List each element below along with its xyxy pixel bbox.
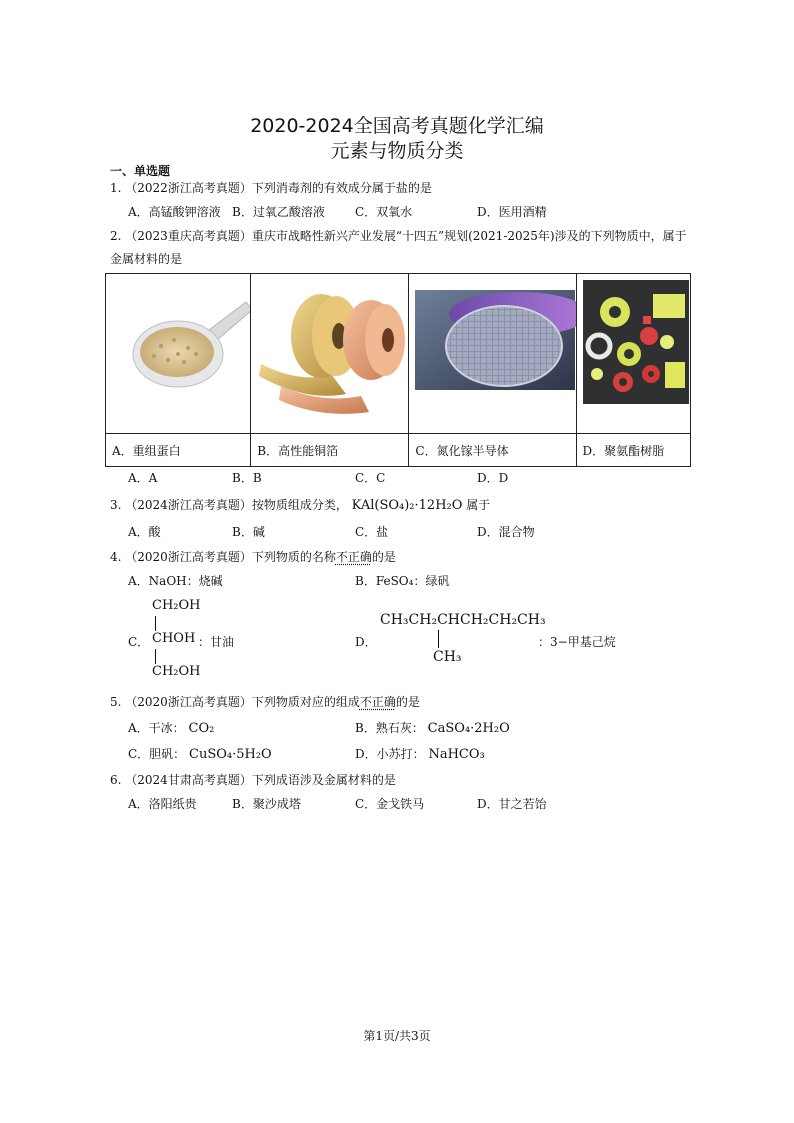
image-cell-a [106, 274, 251, 434]
question-text: （2022浙江高考真题）下列消毒剂的有效成分属于盐的是 [125, 181, 432, 195]
q6-option-c: C．金戈铁马 [355, 797, 425, 811]
image-cell-c [409, 274, 576, 434]
q4-option-d-label: D． [355, 635, 377, 649]
question-number: 2. [110, 229, 122, 243]
q2-option-a: A．A [128, 471, 158, 485]
q2-option-d: D．D [477, 471, 509, 485]
option-label: D．小苏打： [355, 747, 425, 761]
question-1 [110, 179, 432, 196]
page-footer: 第1页/共3页 [363, 1029, 431, 1043]
question-text-before: （2020浙江高考真题）下列物质的名称 [125, 550, 336, 564]
image-cell-b [251, 274, 409, 434]
question-2-cont: 金属材料的是 [110, 252, 183, 266]
hexane-branch: CH₃ [433, 649, 462, 665]
q5-option-a [128, 719, 214, 736]
option-label: A．干冰： [128, 721, 185, 735]
page-title: 2020-2024全国高考真题化学汇编 [250, 115, 544, 137]
question-text: （2024甘肃高考真题）下列成语涉及金属材料的是 [125, 773, 396, 787]
q2-option-b: B．B [232, 471, 262, 485]
question-text-before: （2020浙江高考真题）下列物质对应的组成 [125, 695, 360, 709]
glycerol-line-3: CH₂OH [152, 664, 201, 679]
bond-line [438, 630, 439, 648]
emphasis-text: 不正确 [359, 695, 396, 709]
q6-option-d: D．甘之若饴 [477, 797, 547, 811]
caption-d: D．聚氨酯树脂 [576, 434, 690, 467]
formula-alum: KAl(SO₄)₂·12H₂O [351, 498, 463, 513]
q4-option-d-name: ：3−甲基己烷 [538, 635, 616, 649]
q5-option-c [128, 745, 272, 762]
option-formula: NaHCO₃ [428, 747, 485, 762]
q6-option-b: B．聚沙成塔 [232, 797, 301, 811]
question-number: 1. [110, 181, 122, 195]
copper-foil-image [251, 274, 409, 433]
question-6 [110, 771, 396, 788]
q3-option-c: C．盐 [355, 525, 389, 539]
question-number: 6. [110, 773, 122, 787]
question-suffix: 属于 [466, 498, 491, 512]
option-label: B．熟石灰： [355, 721, 424, 735]
q3-option-b: B．碱 [232, 525, 265, 539]
q4-option-c-label: C． [128, 635, 150, 649]
q4-option-a: A．NaOH：烧碱 [128, 574, 223, 588]
question-5 [110, 693, 420, 710]
option-formula: CaSO₄·2H₂O [427, 721, 510, 736]
question-text-after: 的是 [371, 550, 396, 564]
page-subtitle: 元素与物质分类 [330, 140, 464, 162]
question-number: 5. [110, 695, 122, 709]
image-cell-d [576, 274, 690, 434]
q4-option-c-name: ：甘油 [198, 635, 235, 649]
option-formula: CuSO₄·5H₂O [189, 747, 272, 762]
bond-line [155, 649, 156, 664]
option-label: C．胆矾： [128, 747, 186, 761]
semiconductor-wafer-image [409, 274, 576, 433]
question-text: （2024浙江高考真题）按物质组成分类， [125, 498, 348, 512]
question-text-after: 的是 [395, 695, 420, 709]
q2-option-c: C．C [355, 471, 386, 485]
q6-option-a: A．洛阳纸贵 [128, 797, 197, 811]
q4-option-b: B．FeSO₄：绿矾 [355, 574, 450, 588]
protein-powder-image [106, 274, 251, 433]
caption-c: C．氮化镓半导体 [409, 434, 576, 467]
question-2 [110, 227, 687, 244]
q3-option-a: A．酸 [128, 525, 161, 539]
glycerol-line-2: CHOH [152, 631, 196, 646]
q3-option-d: D．混合物 [477, 525, 535, 539]
hexane-main-chain: CH₃CH₂CHCH₂CH₂CH₃ [380, 612, 546, 628]
polyurethane-resin-image [577, 274, 691, 433]
q1-option-a: A．高锰酸钾溶液 [128, 205, 221, 219]
option-formula: CO₂ [188, 721, 215, 736]
caption-a: A．重组蛋白 [106, 434, 251, 467]
question-number: 4. [110, 550, 122, 564]
caption-b: B．高性能铜箔 [251, 434, 409, 467]
q1-option-b: B．过氧乙酸溶液 [232, 205, 325, 219]
bond-line [155, 616, 156, 631]
q1-option-c: C．双氧水 [355, 205, 413, 219]
q5-option-b [355, 719, 510, 736]
question-4 [110, 548, 396, 565]
emphasis-text: 不正确 [335, 550, 372, 564]
q1-option-d: D．医用酒精 [477, 205, 547, 219]
q5-option-d [355, 745, 485, 762]
image-table [105, 273, 691, 467]
section-heading: 一、单选题 [110, 164, 171, 178]
glycerol-line-1: CH₂OH [152, 598, 201, 613]
question-number: 3. [110, 498, 122, 512]
question-text: （2023重庆高考真题）重庆市战略性新兴产业发展“十四五”规划(2021-2025年)涉及的下列物质中，属于 [125, 229, 687, 243]
question-3 [110, 496, 490, 513]
